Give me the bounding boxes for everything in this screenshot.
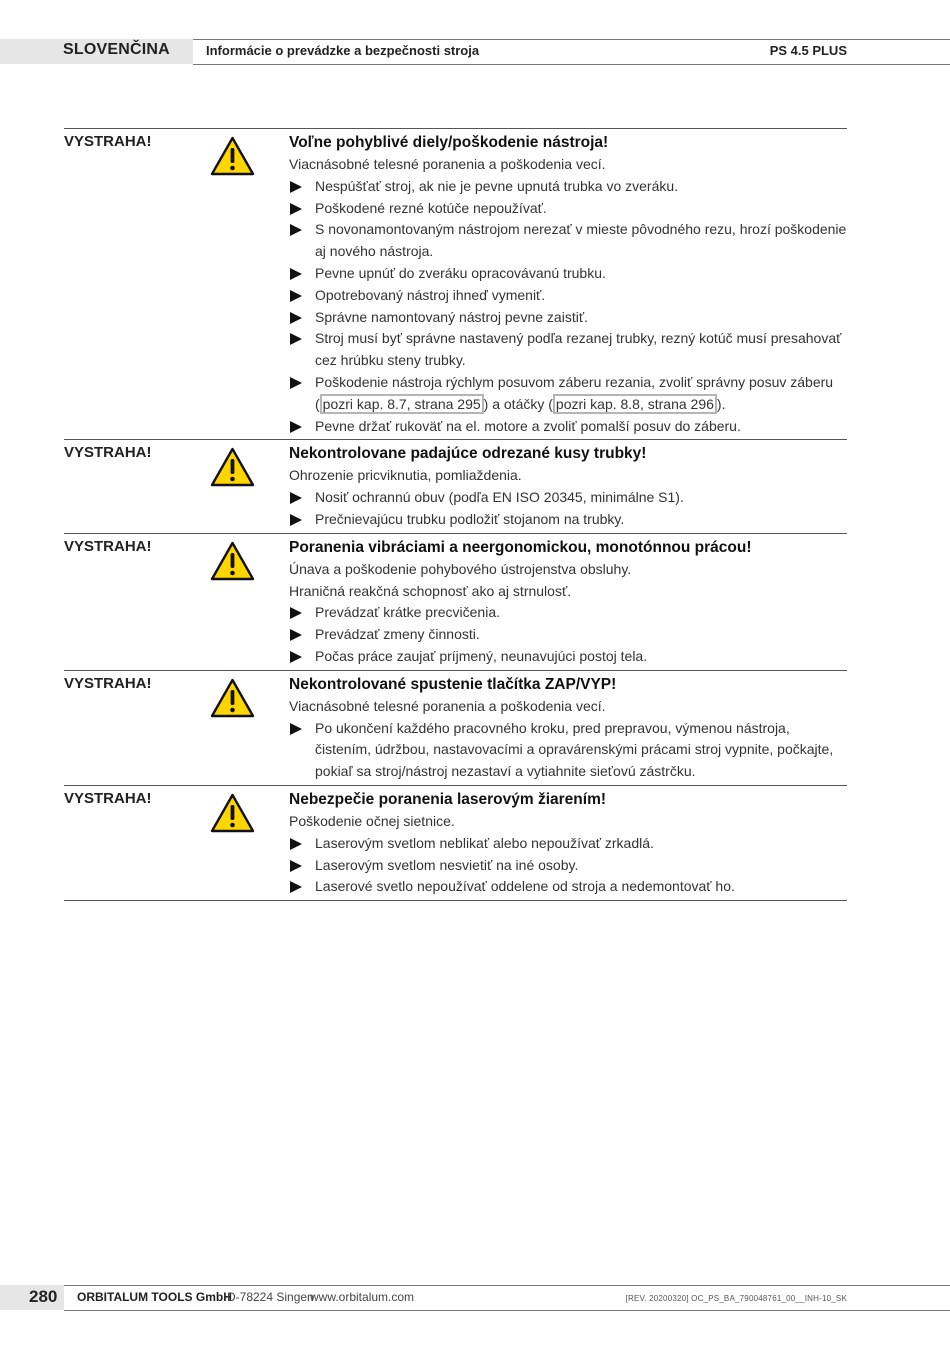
list-item: S novonamontovaným nástrojom nerezať v mieste pôvodného rezu, hrozí poškodenie aj nového nástroja. — [289, 219, 847, 263]
warning-list — [289, 833, 847, 898]
warning-triangle-icon — [210, 674, 289, 783]
list-item: Laserové svetlo nepoužívať oddelene od stroja a nedemontovať ho. — [289, 876, 847, 898]
footer-rule-top — [64, 1285, 950, 1286]
warning-intro: Poškodenie očnej sietnice. — [289, 812, 455, 829]
warning-label: VYSTRAHA! — [64, 789, 152, 807]
footer-address: D-78224 Singen — [227, 1290, 314, 1304]
warning-triangle-icon — [210, 132, 289, 437]
list-item: Nespúšťať stroj, ak nie je pevne upnutá trubka vo zveráku. — [289, 176, 847, 198]
warning-intro: Únava a poškodenie pohybového ústrojenstva obsluhy. — [289, 560, 632, 577]
warning-content — [289, 674, 847, 783]
list-item: Stroj musí byť správne nastavený podľa rezanej trubky, rezný kotúč musí presahovať cez hrúbku steny trubky. — [289, 328, 847, 372]
list-item-text: Poškodenie nástroja rýchlym posuvom záberu rezania, zvoliť správny posuv záberu ( — [315, 373, 834, 412]
warning-intro: Ohrozenie pricviknutia, pomliaždenia. — [289, 467, 522, 484]
warning-list — [289, 176, 847, 438]
warning-intro: Viacnásobné telesné poranenia a poškodenia vecí. — [289, 697, 606, 714]
warning-list — [289, 487, 847, 531]
footer-rule-bottom — [64, 1310, 950, 1311]
warning-triangle-icon — [210, 443, 289, 530]
warning-label: VYSTRAHA! — [64, 133, 152, 150]
cross-reference-link[interactable]: pozri kap. 8.7, strana 295 — [320, 394, 484, 414]
warning-title: Nekontrolované spustenie tlačítka ZAP/VYP! — [289, 675, 617, 693]
header-rule-bottom — [193, 64, 950, 65]
warning-title: Poranenia vibráciami a neergonomickou, monotónnou prácou! — [289, 538, 752, 556]
warning-list — [289, 718, 847, 783]
warning-content — [289, 443, 847, 530]
header-model: PS 4.5 PLUS — [769, 43, 847, 58]
warning-label: VYSTRAHA! — [64, 674, 152, 692]
warning-title: Nebezpečie poranenia laserovým žiarením! — [289, 790, 607, 808]
header-rule-top — [193, 39, 950, 40]
warning-content — [289, 789, 847, 898]
warning-intro: Hraničná reakčná schopnosť ako aj strnulosť. — [289, 582, 572, 599]
list-item: Pevne upnúť do zveráku opracovávanú trubku. — [289, 263, 847, 285]
warning-content — [289, 537, 847, 668]
list-item: Opotrebovaný nástroj ihneď vymeniť. — [289, 285, 847, 307]
list-item: Po ukončení každého pracovného kroku, pred prepravou, výmenou nástroja, čistením, údržbou, nastavovacími a opravárenskými prácami stroj vypnite, počkajte, pokiaľ sa stroj/nástroj nezastaví a vytiahnite sieťovú zástrčku. — [289, 718, 847, 783]
list-item: Nosiť ochrannú obuv (podľa EN ISO 20345, minimálne S1). — [289, 487, 847, 509]
footer-revision: [REV. 20200320] OC_PS_BA_790048761_00__INH-10_SK — [625, 1294, 847, 1303]
warning-title: Voľne pohyblivé diely/poškodenie nástroja! — [289, 134, 609, 151]
list-item: Poškodené rezné kotúče nepoužívať. — [289, 198, 847, 220]
warning-row — [64, 534, 847, 671]
warning-label: VYSTRAHA! — [64, 444, 152, 462]
warning-row — [64, 671, 847, 786]
warning-row — [64, 129, 847, 440]
warning-row — [64, 786, 847, 901]
header-language: SLOVENČINA — [63, 41, 170, 58]
list-item: Prevádzať krátke precvičenia. — [289, 602, 847, 624]
footer-company: ORBITALUM TOOLS GmbH — [77, 1290, 232, 1304]
list-item: Počas práce zaujať príjmený, neunavujúci postoj tela. — [289, 646, 847, 668]
cross-reference-link[interactable]: pozri kap. 8.8, strana 296 — [553, 394, 717, 414]
list-item: Správne namontovaný nástroj pevne zaistiť. — [289, 307, 847, 329]
list-item: Pevne držať rukoväť na el. motore a zvoliť pomalší posuv do záberu. — [289, 416, 847, 438]
list-item: Prevádzať zmeny činnosti. — [289, 624, 847, 646]
list-item: Laserovým svetlom nesvietiť na iné osoby. — [289, 855, 847, 877]
list-item: Laserovým svetlom neblikať alebo nepoužívať zrkadlá. — [289, 833, 847, 855]
header-section-title: Informácie o prevádzke a bezpečnosti stroja — [206, 43, 480, 58]
footer-website-link[interactable]: www.orbitalum.com — [310, 1290, 415, 1304]
list-item: Prečnievajúcu trubku podložiť stojanom na trubky. — [289, 509, 847, 531]
warning-title: Nekontrolovane padajúce odrezané kusy trubky! — [289, 445, 647, 463]
warning-list — [289, 602, 847, 667]
list-item — [289, 372, 847, 416]
list-item-text: ). — [716, 395, 726, 412]
warning-table — [64, 128, 847, 901]
warning-label: VYSTRAHA! — [64, 537, 152, 555]
list-item-text: ) a otáčky ( — [483, 395, 553, 412]
page-number: 280 — [29, 1287, 58, 1306]
warning-triangle-icon — [210, 789, 289, 898]
warning-triangle-icon — [210, 537, 289, 668]
warning-row — [64, 440, 847, 533]
warning-intro: Viacnásobné telesné poranenia a poškodenia vecí. — [289, 156, 606, 172]
warning-content — [289, 132, 847, 437]
